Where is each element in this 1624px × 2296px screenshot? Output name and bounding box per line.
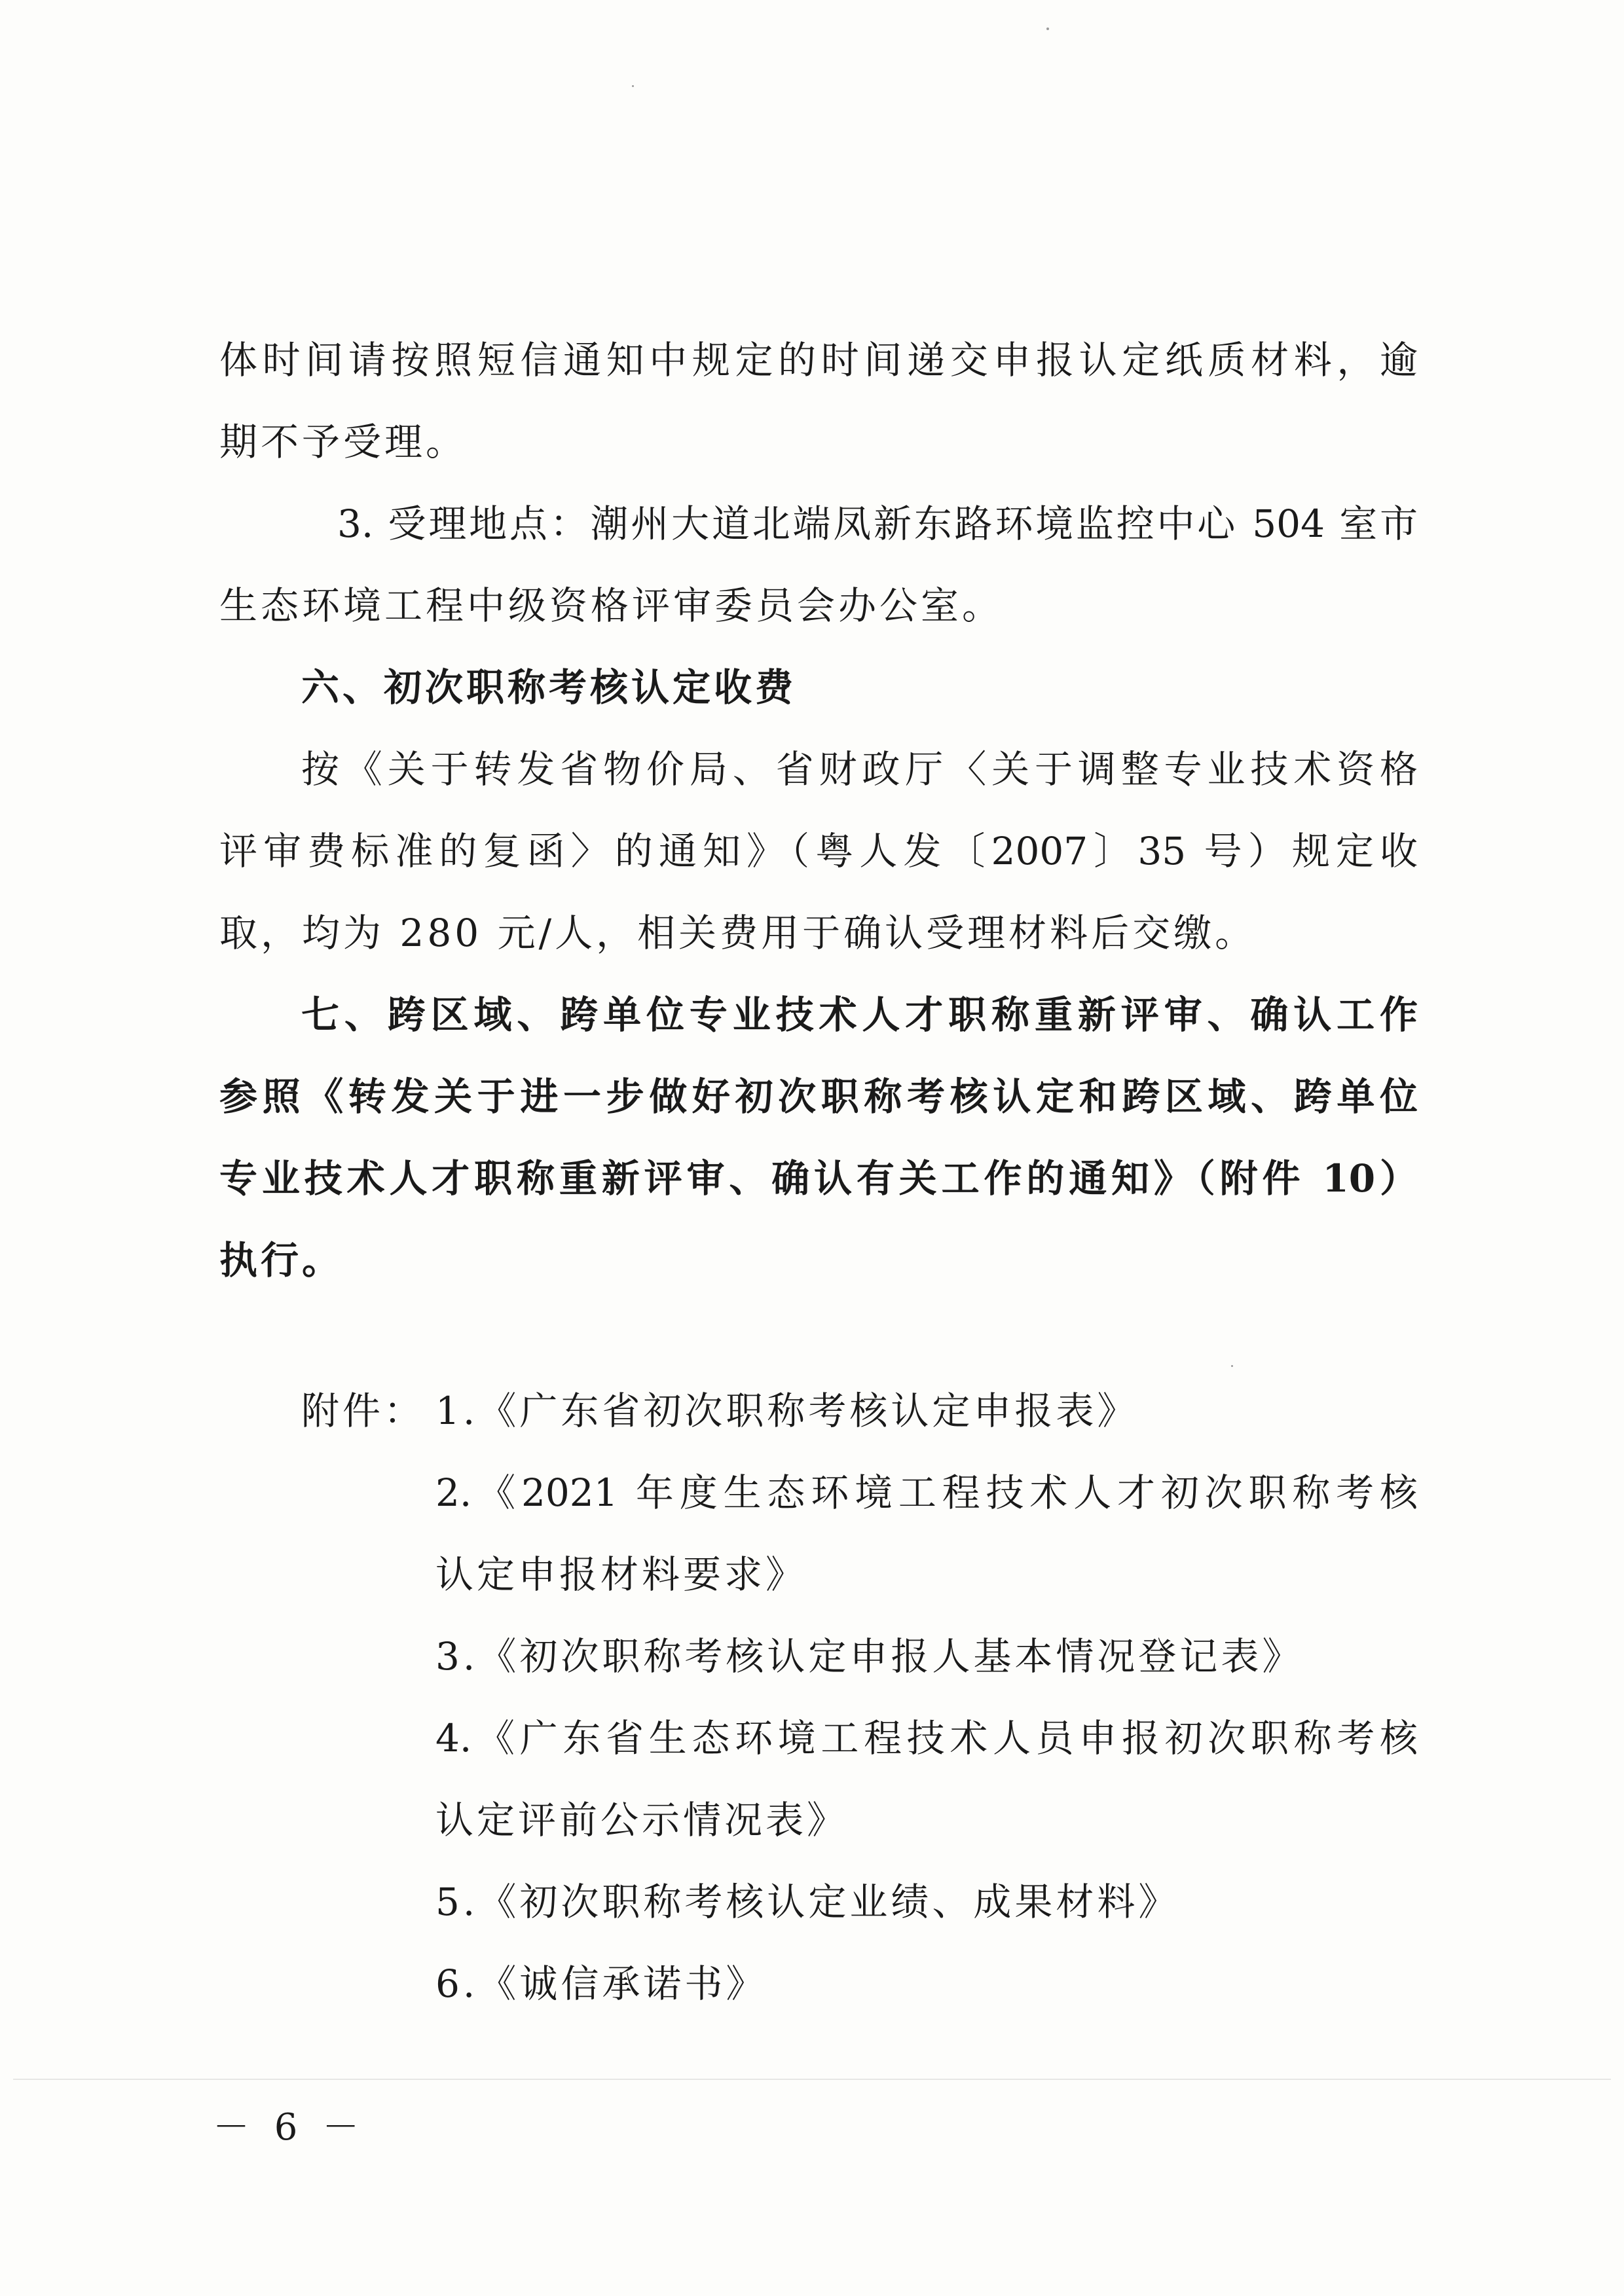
body-continuation-line-2: 期不予受理。 (219, 420, 468, 464)
attachment-item-2-line-1: 2.《2021 年度生态环境工程技术人才初次职称考核 (435, 1470, 1418, 1515)
scan-speck (1231, 1365, 1233, 1367)
item-3-line-1: 3. 受理地点：潮州大道北端凤新东路环境监控中心 504 室市 (337, 501, 1418, 546)
attachment-item-4-line-2: 认定评前公示情况表》 (435, 1798, 849, 1842)
body-continuation-line-1: 体时间请按照短信通知中规定的时间递交申报认定纸质材料，逾 (219, 338, 1418, 382)
attachments-label: 附件： (301, 1389, 426, 1433)
section-7-line-4: 执行。 (219, 1238, 344, 1283)
attachment-item-6: 6.《诚信承诺书》 (435, 1961, 767, 2006)
scan-speck (1046, 27, 1049, 30)
section-6-line-1: 按《关于转发省物价局、省财政厅〈关于调整专业技术资格 (301, 747, 1418, 792)
attachment-item-3: 3.《初次职称考核认定申报人基本情况登记表》 (435, 1634, 1304, 1679)
attachment-item-2-line-2: 认定申报材料要求》 (435, 1552, 807, 1597)
section-6-line-2: 评审费标准的复函〉的通知》（粤人发〔2007〕35 号）规定收 (219, 829, 1418, 873)
scan-speck (632, 85, 634, 87)
section-6-line-3: 取，均为 280 元/人，相关费用于确认受理材料后交缴。 (219, 911, 1257, 955)
section-7-line-2: 参照《转发关于进一步做好初次职称考核认定和跨区域、跨单位 (219, 1074, 1418, 1119)
section-6-heading: 六、初次职称考核认定收费 (301, 665, 797, 710)
section-7-line-1: 七、跨区域、跨单位专业技术人才职称重新评审、确认工作 (301, 993, 1418, 1037)
page-number: － 6 － (213, 2106, 366, 2149)
section-7-line-3: 专业技术人才职称重新评审、确认有关工作的通知》（附件 10） (219, 1156, 1418, 1201)
footer-divider (13, 2079, 1611, 2080)
attachment-item-1: 1.《广东省初次职称考核认定申报表》 (435, 1389, 1139, 1433)
attachment-item-4-line-1: 4.《广东省生态环境工程技术人员申报初次职称考核 (435, 1716, 1418, 1760)
item-3-line-2: 生态环境工程中级资格评审委员会办公室。 (219, 583, 1004, 628)
attachment-item-5: 5.《初次职称考核认定业绩、成果材料》 (435, 1880, 1180, 1924)
